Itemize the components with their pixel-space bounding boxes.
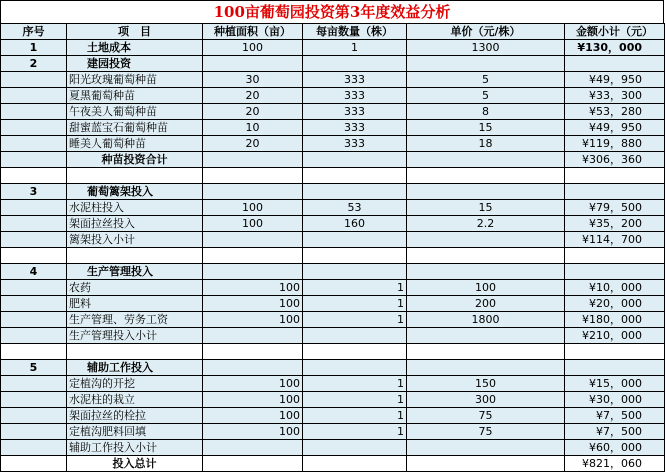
cell-area[interactable]: 100 [203, 312, 303, 328]
header-cell-item[interactable]: 项 目 [67, 24, 203, 40]
cell-area[interactable]: 100 [203, 216, 303, 232]
cell-price[interactable]: 200 [407, 296, 565, 312]
cell-qty[interactable]: 1 [303, 424, 407, 440]
header-cell-qty[interactable]: 每亩数量（株） [303, 24, 407, 40]
cell-area[interactable] [203, 232, 303, 248]
cell-item[interactable]: 生产管理投入小计 [67, 328, 203, 344]
cell-area[interactable] [203, 360, 303, 376]
cell-price[interactable]: 18 [407, 136, 565, 152]
cell-no[interactable]: 2 [1, 56, 67, 72]
cell-qty[interactable] [303, 328, 407, 344]
header-cell-amount[interactable]: 金额小计（元） [565, 24, 665, 40]
table-row [1, 408, 665, 424]
cell-qty[interactable] [303, 456, 407, 472]
table-row [1, 456, 665, 472]
table-row [1, 424, 665, 440]
cell-item[interactable]: 定植沟的开挖 [67, 376, 203, 392]
cell-area[interactable]: 100 [203, 424, 303, 440]
investment-table [0, 23, 665, 472]
cell-area[interactable] [203, 184, 303, 200]
header-cell-no[interactable]: 序号 [1, 24, 67, 40]
cell-qty[interactable]: 1 [303, 376, 407, 392]
cell-amount[interactable] [565, 56, 665, 72]
cell-area[interactable] [203, 344, 303, 360]
cell-item[interactable]: 睡美人葡萄种苗 [67, 136, 203, 152]
cell-no[interactable] [1, 392, 67, 408]
table-row [1, 360, 665, 376]
cell-qty[interactable]: 333 [303, 88, 407, 104]
cell-qty[interactable]: 1 [303, 408, 407, 424]
cell-price[interactable]: 15 [407, 200, 565, 216]
cell-item[interactable]: 水泥柱投入 [67, 200, 203, 216]
cell-qty[interactable] [303, 184, 407, 200]
cell-item[interactable]: 农药 [67, 280, 203, 296]
cell-no[interactable] [1, 216, 67, 232]
cell-area[interactable] [203, 152, 303, 168]
cell-amount[interactable]: ¥30，000 [565, 392, 665, 408]
cell-price[interactable] [407, 152, 565, 168]
cell-item[interactable]: 生产管理投入 [67, 264, 203, 280]
cell-area[interactable]: 100 [203, 376, 303, 392]
cell-amount[interactable]: ¥119，880 [565, 136, 665, 152]
cell-amount[interactable]: ¥60，000 [565, 440, 665, 456]
cell-qty[interactable]: 333 [303, 120, 407, 136]
table-row [1, 232, 665, 248]
cell-amount[interactable] [565, 248, 665, 264]
table-row [1, 392, 665, 408]
cell-no[interactable] [1, 280, 67, 296]
cell-area[interactable]: 100 [203, 200, 303, 216]
cell-qty[interactable] [303, 440, 407, 456]
cell-no[interactable]: 5 [1, 360, 67, 376]
cell-qty[interactable] [303, 344, 407, 360]
cell-price[interactable]: 1300 [407, 40, 565, 56]
cell-price[interactable]: 100 [407, 280, 565, 296]
cell-no[interactable] [1, 408, 67, 424]
cell-price[interactable]: 8 [407, 104, 565, 120]
cell-area[interactable]: 20 [203, 136, 303, 152]
cell-no[interactable] [1, 328, 67, 344]
cell-amount[interactable]: ¥821，060 [565, 456, 665, 472]
cell-area[interactable] [203, 56, 303, 72]
cell-no[interactable] [1, 152, 67, 168]
cell-price[interactable] [407, 264, 565, 280]
cell-area[interactable]: 100 [203, 296, 303, 312]
table-row [1, 280, 665, 296]
cell-price[interactable] [407, 232, 565, 248]
cell-qty[interactable]: 333 [303, 104, 407, 120]
cell-price[interactable] [407, 440, 565, 456]
cell-qty[interactable]: 333 [303, 72, 407, 88]
cell-item[interactable]: 葡萄篱架投入 [67, 184, 203, 200]
cell-amount[interactable]: ¥35，200 [565, 216, 665, 232]
cell-item[interactable]: 午夜美人葡萄种苗 [67, 104, 203, 120]
header-cell-area[interactable]: 种植面积（亩） [203, 24, 303, 40]
table-row [1, 88, 665, 104]
cell-area[interactable] [203, 168, 303, 184]
cell-area[interactable]: 30 [203, 72, 303, 88]
sheet-title: 100亩葡萄园投资第3年度效益分析 [0, 0, 664, 23]
cell-qty[interactable]: 53 [303, 200, 407, 216]
cell-no[interactable] [1, 296, 67, 312]
cell-amount[interactable]: ¥10，000 [565, 280, 665, 296]
cell-qty[interactable]: 1 [303, 40, 407, 56]
cell-item[interactable] [67, 344, 203, 360]
cell-area[interactable]: 20 [203, 88, 303, 104]
cell-no[interactable] [1, 424, 67, 440]
cell-amount[interactable] [565, 264, 665, 280]
table-row [1, 328, 665, 344]
cell-item[interactable]: 夏黑葡萄种苗 [67, 88, 203, 104]
cell-qty[interactable] [303, 264, 407, 280]
cell-amount[interactable]: ¥130，000 [565, 40, 665, 56]
cell-amount[interactable]: ¥7，500 [565, 408, 665, 424]
cell-item[interactable]: 生产管理、劳务工资 [67, 312, 203, 328]
cell-no[interactable] [1, 168, 67, 184]
table-row [1, 120, 665, 136]
cell-amount[interactable] [565, 344, 665, 360]
cell-area[interactable] [203, 440, 303, 456]
cell-item[interactable]: 辅助工作投入 [67, 360, 203, 376]
table-row [1, 248, 665, 264]
table-row [1, 344, 665, 360]
table-row [1, 72, 665, 88]
cell-item[interactable]: 水泥柱的栽立 [67, 392, 203, 408]
cell-price[interactable]: 5 [407, 88, 565, 104]
cell-item[interactable]: 土地成本 [67, 40, 203, 56]
cell-item[interactable]: 建园投资 [67, 56, 203, 72]
table-row [1, 40, 665, 56]
cell-no[interactable]: 3 [1, 184, 67, 200]
table-row [1, 312, 665, 328]
table-row [1, 200, 665, 216]
cell-amount[interactable]: ¥79，500 [565, 200, 665, 216]
header-cell-price[interactable]: 单价（元/株） [407, 24, 565, 40]
table-row [1, 168, 665, 184]
header-row [1, 24, 665, 40]
cell-price[interactable]: 150 [407, 376, 565, 392]
cell-price[interactable] [407, 248, 565, 264]
cell-item[interactable]: 肥料 [67, 296, 203, 312]
cell-item[interactable]: 阳光玫瑰葡萄种苗 [67, 72, 203, 88]
cell-amount[interactable]: ¥20，000 [565, 296, 665, 312]
cell-qty[interactable]: 1 [303, 312, 407, 328]
cell-no[interactable] [1, 72, 67, 88]
cell-no[interactable] [1, 232, 67, 248]
cell-price[interactable]: 5 [407, 72, 565, 88]
table-row [1, 184, 665, 200]
cell-area[interactable] [203, 264, 303, 280]
cell-amount[interactable]: ¥33，300 [565, 88, 665, 104]
table-row [1, 376, 665, 392]
cell-no[interactable] [1, 248, 67, 264]
cell-area[interactable]: 100 [203, 280, 303, 296]
cell-item[interactable]: 投入总计 [67, 456, 203, 472]
cell-price[interactable] [407, 344, 565, 360]
cell-area[interactable] [203, 328, 303, 344]
cell-qty[interactable] [303, 168, 407, 184]
cell-price[interactable]: 2.2 [407, 216, 565, 232]
cell-area[interactable]: 10 [203, 120, 303, 136]
cell-item[interactable]: 架面拉丝的栓拉 [67, 408, 203, 424]
cell-amount[interactable]: ¥49，950 [565, 72, 665, 88]
cell-amount[interactable]: ¥114，700 [565, 232, 665, 248]
cell-qty[interactable] [303, 152, 407, 168]
cell-qty[interactable] [303, 232, 407, 248]
table-row [1, 152, 665, 168]
cell-qty[interactable]: 333 [303, 136, 407, 152]
cell-amount[interactable]: ¥210，000 [565, 328, 665, 344]
cell-item[interactable] [67, 168, 203, 184]
cell-area[interactable]: 20 [203, 104, 303, 120]
cell-item[interactable]: 架面拉丝投入 [67, 216, 203, 232]
cell-price[interactable] [407, 168, 565, 184]
cell-no[interactable] [1, 104, 67, 120]
cell-qty[interactable]: 1 [303, 392, 407, 408]
table-row [1, 264, 665, 280]
table-row [1, 440, 665, 456]
cell-no[interactable] [1, 88, 67, 104]
cell-area[interactable]: 100 [203, 40, 303, 56]
cell-no[interactable] [1, 312, 67, 328]
cell-amount[interactable]: ¥53，280 [565, 104, 665, 120]
cell-amount[interactable]: ¥7，500 [565, 424, 665, 440]
cell-item[interactable]: 定植沟肥料回填 [67, 424, 203, 440]
cell-no[interactable] [1, 136, 67, 152]
cell-price[interactable] [407, 56, 565, 72]
table-row [1, 136, 665, 152]
cell-area[interactable] [203, 248, 303, 264]
cell-item[interactable]: 辅助工作投入小计 [67, 440, 203, 456]
cell-qty[interactable] [303, 56, 407, 72]
cell-amount[interactable]: ¥180，000 [565, 312, 665, 328]
cell-no[interactable] [1, 440, 67, 456]
cell-item[interactable]: 种苗投资合计 [67, 152, 203, 168]
cell-price[interactable] [407, 456, 565, 472]
cell-price[interactable]: 75 [407, 408, 565, 424]
cell-qty[interactable]: 1 [303, 296, 407, 312]
cell-qty[interactable]: 1 [303, 280, 407, 296]
cell-area[interactable]: 100 [203, 408, 303, 424]
cell-price[interactable] [407, 360, 565, 376]
cell-item[interactable] [67, 248, 203, 264]
cell-price[interactable]: 15 [407, 120, 565, 136]
cell-price[interactable]: 300 [407, 392, 565, 408]
cell-area[interactable]: 100 [203, 392, 303, 408]
cell-amount[interactable]: ¥49，950 [565, 120, 665, 136]
cell-no[interactable] [1, 376, 67, 392]
table-row [1, 56, 665, 72]
cell-qty[interactable] [303, 248, 407, 264]
cell-no[interactable] [1, 200, 67, 216]
cell-item[interactable]: 甜蜜蓝宝石葡萄种苗 [67, 120, 203, 136]
cell-no[interactable] [1, 344, 67, 360]
cell-amount[interactable] [565, 360, 665, 376]
cell-price[interactable]: 75 [407, 424, 565, 440]
cell-qty[interactable]: 160 [303, 216, 407, 232]
cell-no[interactable]: 1 [1, 40, 67, 56]
cell-price[interactable] [407, 184, 565, 200]
cell-qty[interactable] [303, 360, 407, 376]
cell-area[interactable] [203, 456, 303, 472]
table-row [1, 296, 665, 312]
cell-item[interactable]: 篱架投入小计 [67, 232, 203, 248]
table-row [1, 104, 665, 120]
cell-price[interactable] [407, 328, 565, 344]
table-row [1, 216, 665, 232]
cell-amount[interactable]: ¥15，000 [565, 376, 665, 392]
cell-amount[interactable] [565, 184, 665, 200]
cell-price[interactable]: 1800 [407, 312, 565, 328]
cell-amount[interactable] [565, 168, 665, 184]
cell-no[interactable]: 4 [1, 264, 67, 280]
cell-no[interactable] [1, 456, 67, 472]
cell-no[interactable] [1, 120, 67, 136]
cell-amount[interactable]: ¥306，360 [565, 152, 665, 168]
